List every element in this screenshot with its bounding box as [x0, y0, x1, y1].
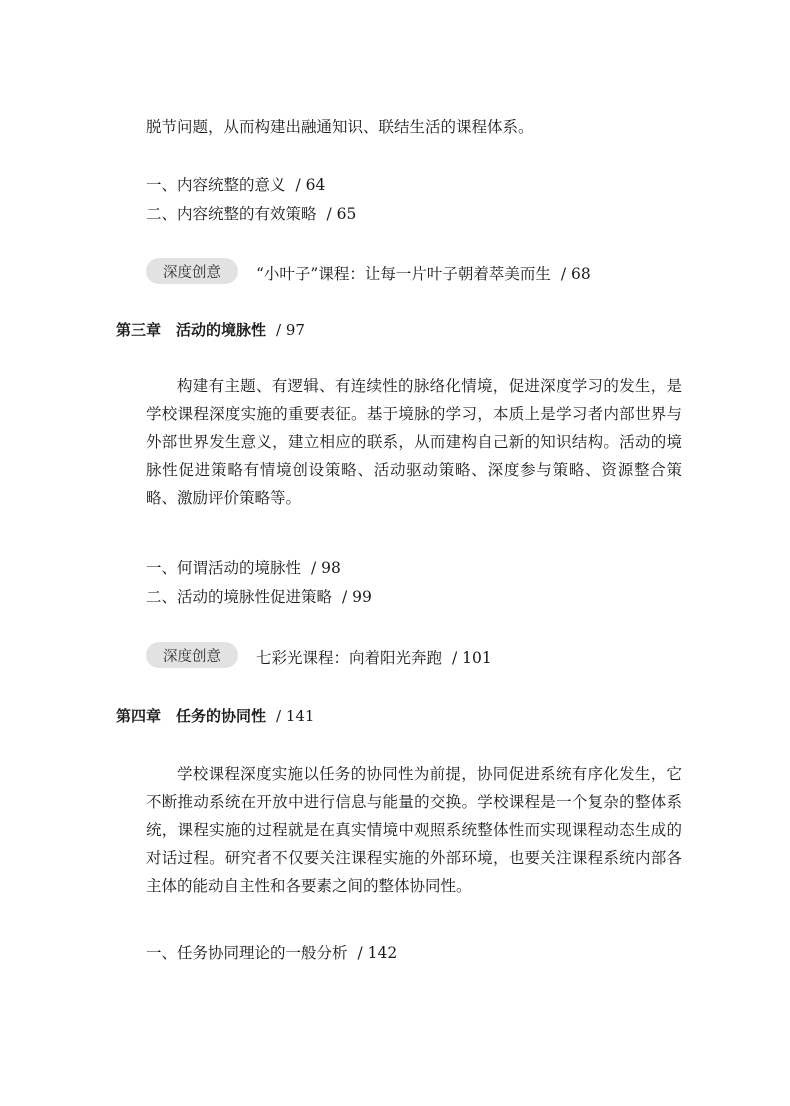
featured-badge: 深度创意 — [146, 258, 238, 284]
toc-entry-title: 二、内容统整的有效策略 — [146, 205, 317, 223]
toc-entry-title: 一、内容统整的意义 — [146, 176, 286, 194]
featured-entry-page: / 68 — [560, 265, 591, 283]
toc-entry[interactable] — [146, 585, 372, 607]
featured-badge: 深度创意 — [146, 642, 238, 668]
toc-entry[interactable] — [146, 173, 325, 195]
toc-entry-title: 一、何谓活动的境脉性 — [146, 559, 302, 577]
toc-entry[interactable] — [146, 941, 397, 963]
chapter-title: 第三章 活动的境脉性 — [116, 321, 267, 339]
chapter-page: / 97 — [276, 321, 305, 339]
chapter-heading[interactable] — [116, 319, 305, 340]
chapter-heading[interactable] — [116, 705, 314, 726]
featured-entry-title: “小叶子”课程：让每一片叶子朝着萃美而生 — [256, 265, 551, 283]
featured-entry-page: / 101 — [452, 649, 492, 667]
toc-entry-title: 一、任务协同理论的一般分析 — [146, 944, 348, 962]
chapter-page: / 141 — [276, 707, 315, 725]
chapter-title: 第四章 任务的协同性 — [116, 707, 267, 725]
toc-entry-page: / 142 — [357, 944, 398, 962]
toc-entry[interactable] — [146, 202, 356, 224]
featured-entry-title: 七彩光课程：向着阳光奔跑 — [256, 649, 443, 667]
toc-entry-page: / 98 — [311, 559, 341, 577]
featured-entry[interactable] — [256, 646, 492, 668]
chapter-summary: 构建有主题、有逻辑、有连续性的脉络化情境，促进深度学习的发生，是学校课程深度实施的重要表征。基于境脉的学习，本质上是学习者内部世界与外部世界发生意义，建立相应的联系，从而建构自己新的知识结构。活动的境脉性促进策略有情境创设策略、活动驱动策略、深度参与策略、资源整合策略、激励评价策略等。 — [146, 377, 682, 507]
featured-entry[interactable] — [256, 262, 591, 284]
toc-entry[interactable] — [146, 556, 341, 578]
toc-entry-page: / 65 — [326, 205, 357, 223]
toc-entry-title: 二、活动的境脉性促进策略 — [146, 588, 333, 606]
toc-entry-page: / 64 — [295, 176, 326, 194]
chapter-summary: 学校课程深度实施以任务的协同性为前提，协同促进系统有序化发生，它不断推动系统在开放中进行信息与能量的交换。学校课程是一个复杂的整体系统，课程实施的过程就是在真实情境中观照系统整体性而实现课程动态生成的对话过程。研究者不仅要关注课程实施的外部环境，也要关注课程系统内部各主体的能动自主性和各要素之间的整体协同性。 — [146, 765, 682, 895]
continuation-text: 脱节问题，从而构建出融通知识、联结生活的课程体系。 — [146, 118, 534, 136]
toc-entry-page: / 99 — [342, 588, 372, 606]
